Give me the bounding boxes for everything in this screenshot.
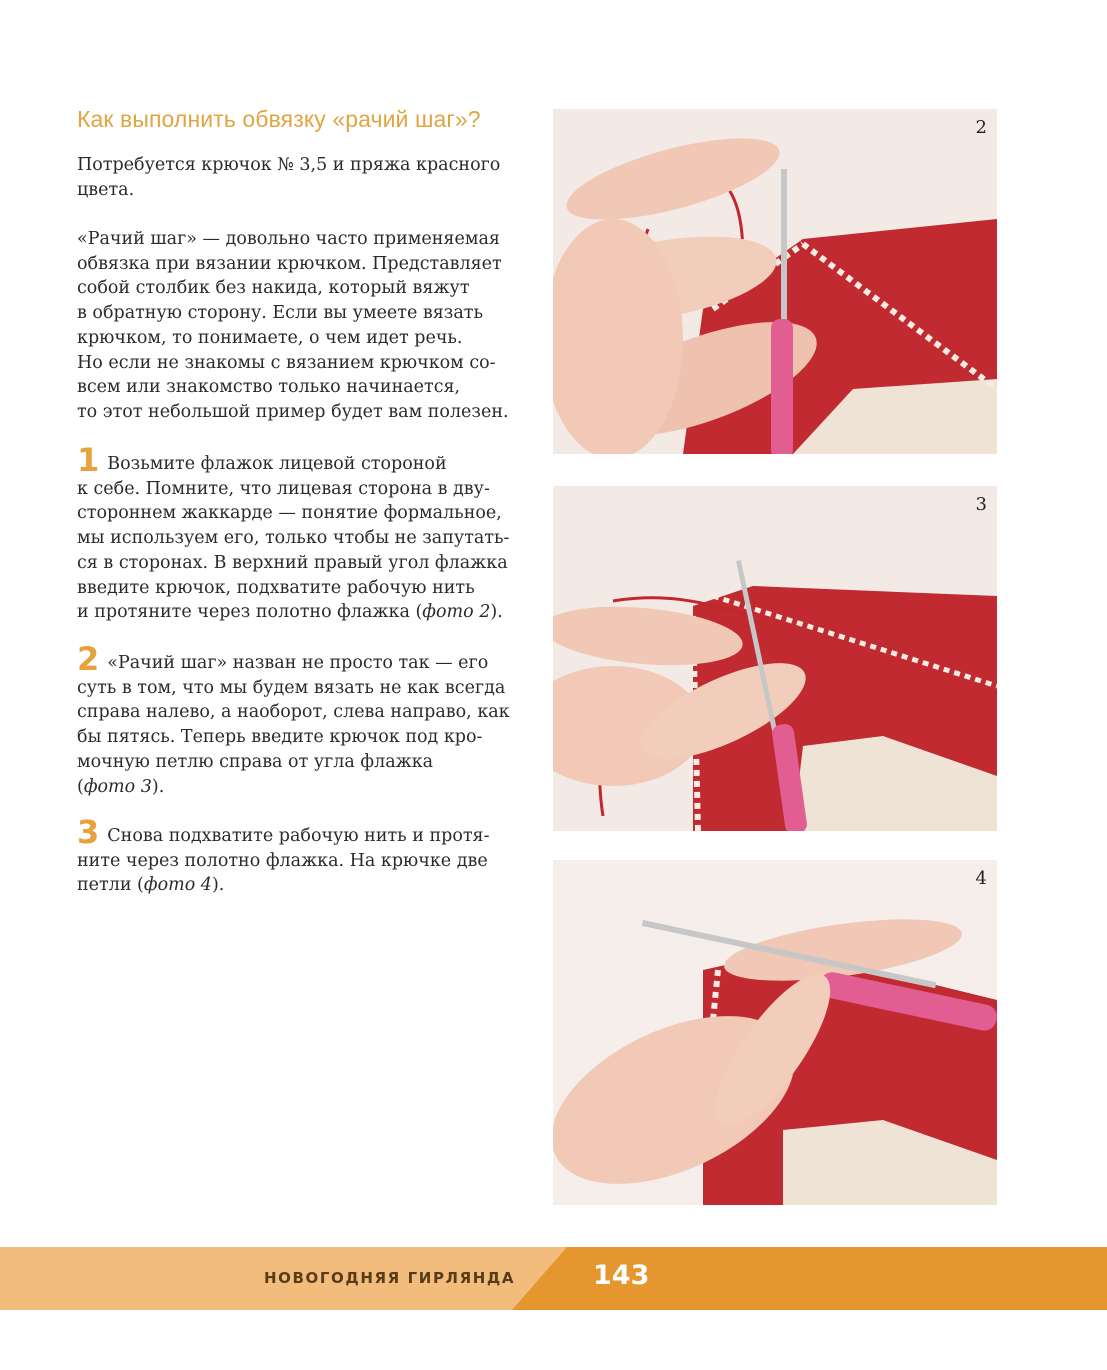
- step-text: Снова подхватите рабочую нить и протя- ните через полотно флажка. На крючке две петли (: [77, 826, 490, 896]
- step-3: [77, 813, 522, 898]
- about-paragraph: «Рачий шаг» — довольно часто применяемая обвязка при вязании крючком. Представляет собой столбик без накида, который вяжут в обратную сторону. Если вы умеете вязать крючком, то понимаете, о чем идет речь. Но если не знакомы с вязанием крючком со- всем или знакомство только начинается, то этот небольшой пример будет вам полезен.: [77, 229, 509, 422]
- step-text-end: ).: [490, 602, 503, 623]
- photo-reference: фото 4: [143, 875, 212, 896]
- step-text: Возьмите флажок лицевой стороной к себе. Помните, что лицевая сторона в дву- стороннем жаккарде — понятие формальное, мы используем его, только чтобы не запутать- ся в сторонах. В верхний правый угол флажка введите крючок, подхватите рабочую нить и протяните через полотно флажка (: [77, 454, 510, 623]
- step-text-end: ).: [211, 875, 225, 896]
- photo-2: [553, 109, 997, 454]
- photo-number: 2: [975, 117, 987, 138]
- photo-4-illustration: [553, 860, 997, 1205]
- photo-4: [553, 860, 997, 1205]
- intro-paragraph: Потребуется крючок № 3,5 и пряжа красного цвета.: [77, 155, 501, 200]
- step-1: [77, 441, 522, 625]
- step-number: 1: [77, 441, 100, 479]
- photo-number: 3: [975, 494, 987, 515]
- photo-2-illustration: [553, 109, 997, 454]
- step-text: «Рачий шаг» назван не просто так — его суть в том, что мы будем вязать не как всегда справа налево, а наоборот, слева направо, как бы пятясь. Теперь введите крючок под кро- мочную петлю справа от угла флажка (: [77, 653, 510, 797]
- footer-band: [0, 1247, 1107, 1310]
- step-2: [77, 640, 522, 799]
- page-footer: [0, 1247, 1107, 1310]
- chapter-title: НОВОГОДНЯЯ ГИРЛЯНДА: [264, 1269, 516, 1287]
- step-number: 3: [77, 813, 100, 851]
- photo-number: 4: [975, 868, 987, 889]
- section-heading: Как выполнить обвязку «рачий шаг»?: [77, 106, 481, 132]
- step-text-end: ).: [151, 776, 165, 797]
- photo-3: [553, 486, 997, 831]
- page-number: 143: [593, 1260, 650, 1291]
- photo-3-illustration: [553, 486, 997, 831]
- step-number: 2: [77, 640, 100, 678]
- photo-reference: фото 2: [422, 602, 491, 623]
- photo-reference: фото 3: [83, 776, 152, 797]
